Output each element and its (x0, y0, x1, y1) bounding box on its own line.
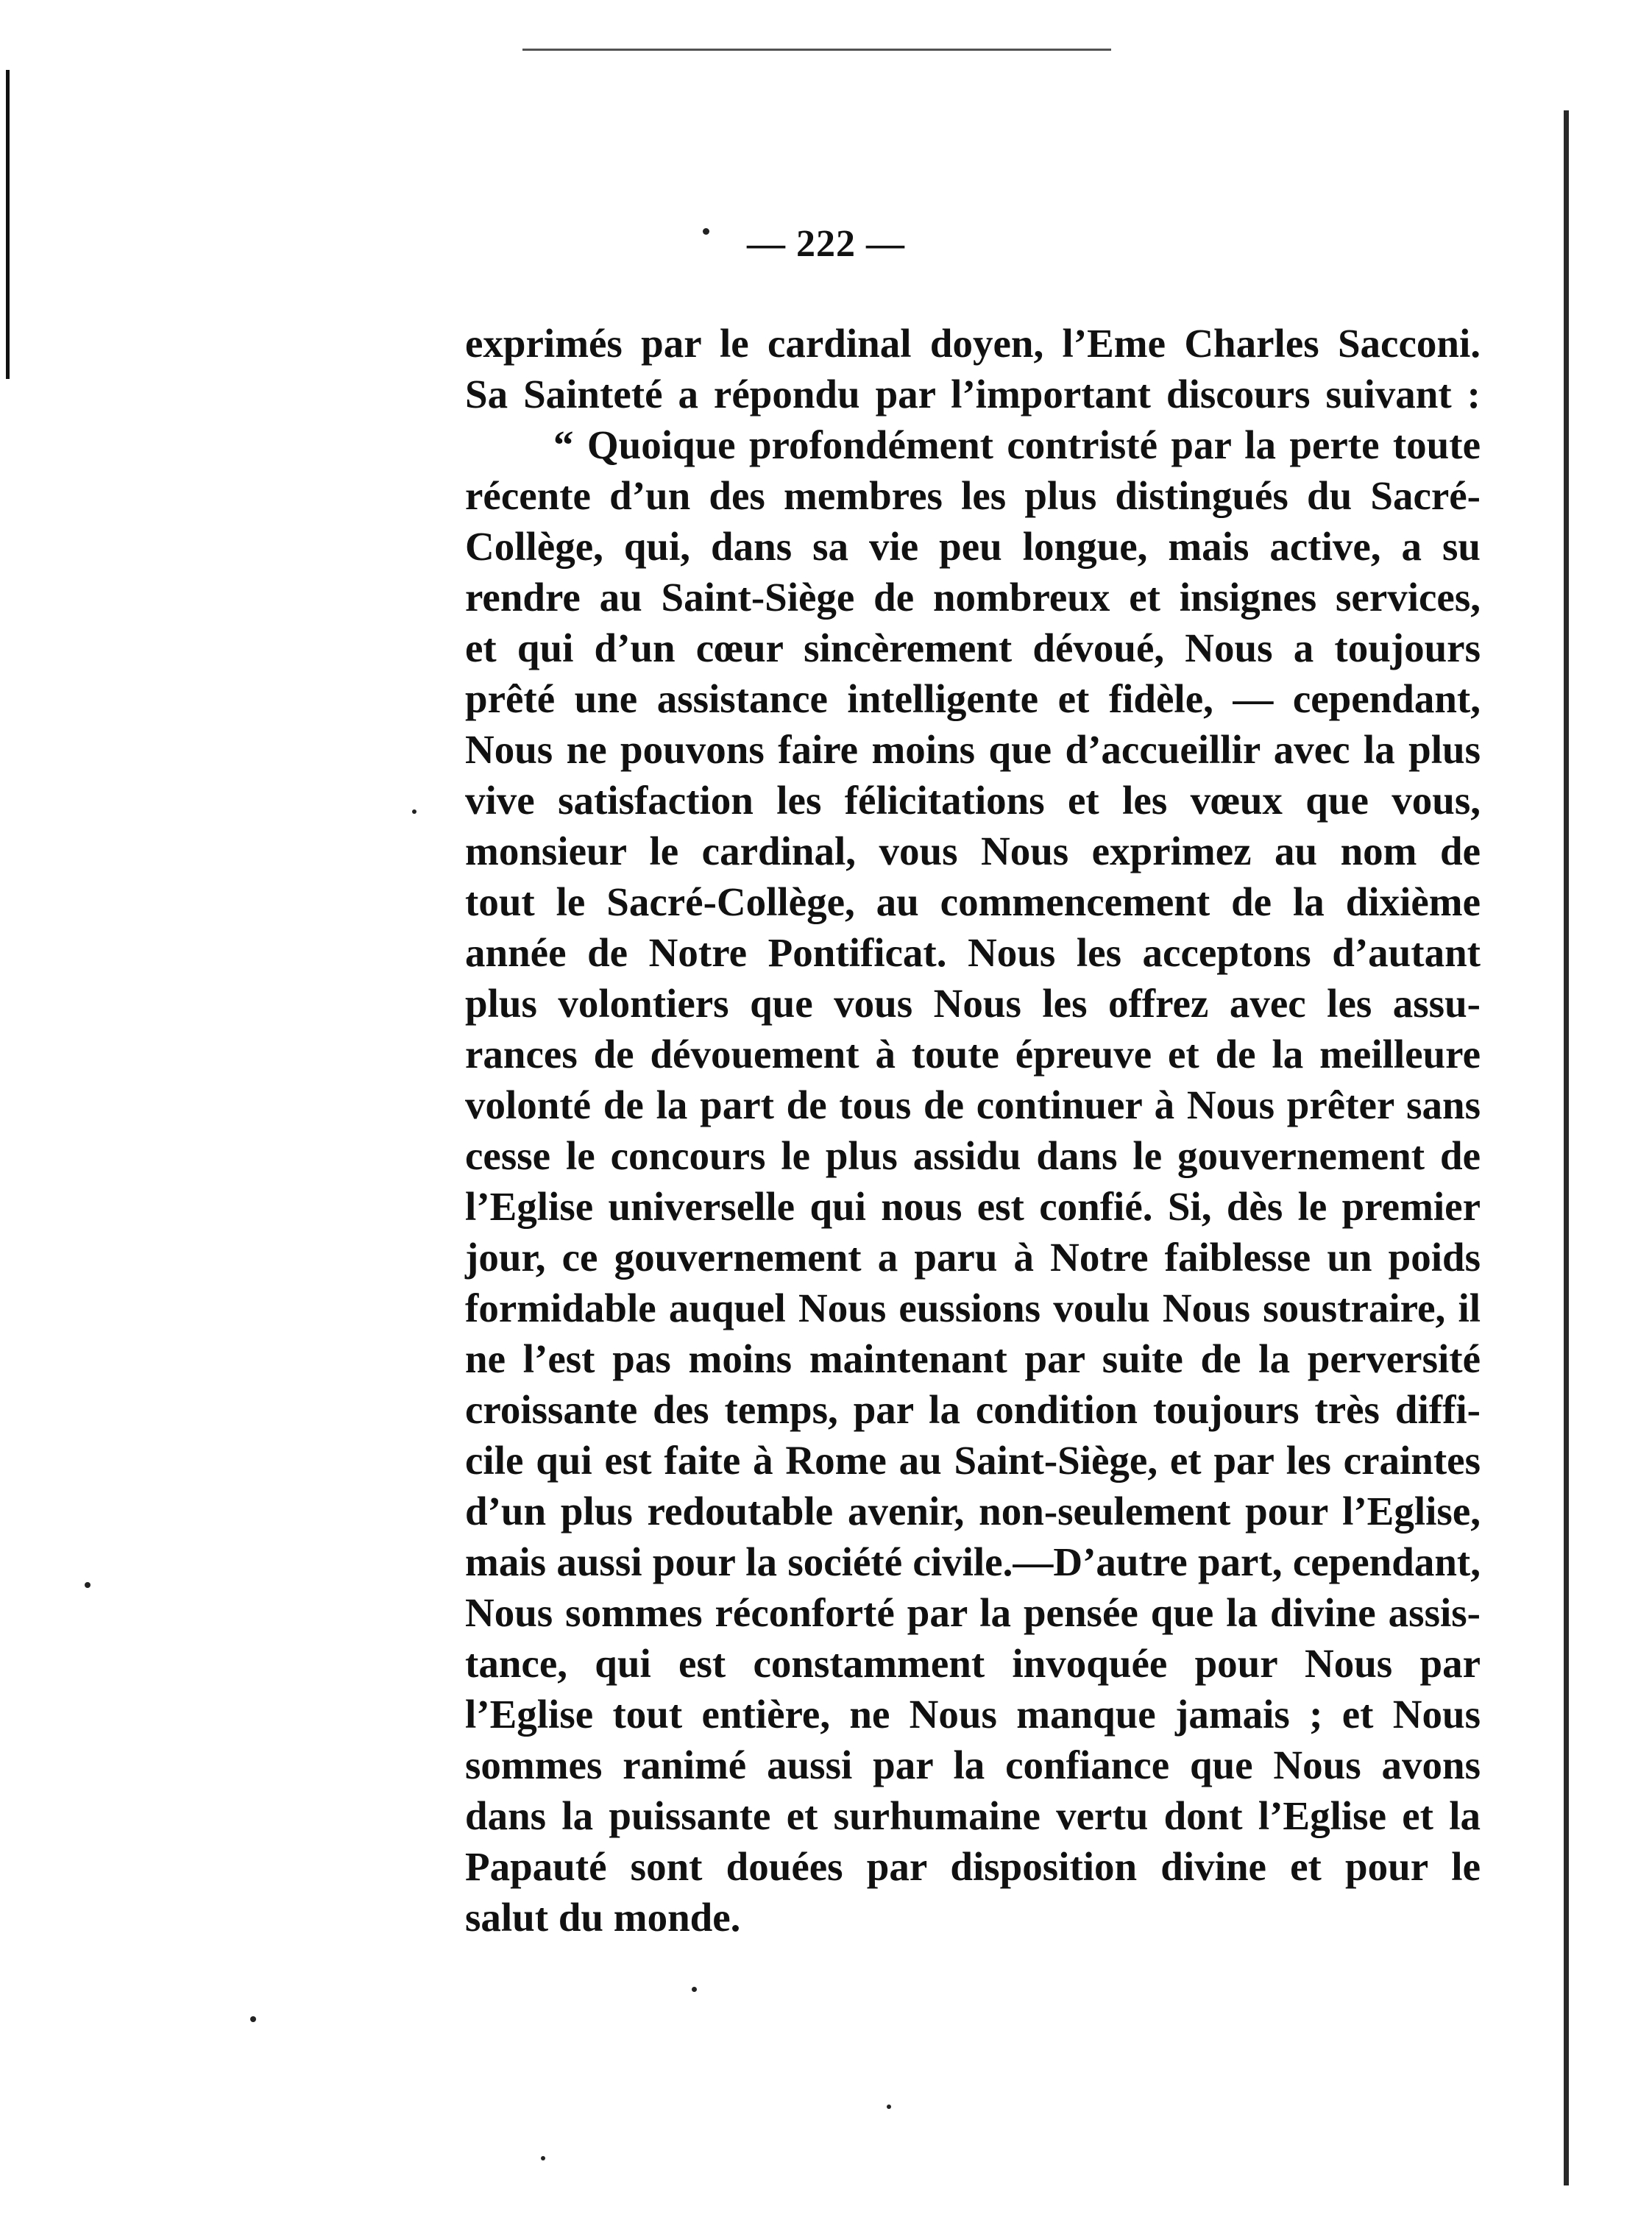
text-line: sommes ranimé aussi par la confiance que Nous avons (465, 1742, 1481, 1787)
scan-speck (692, 1987, 697, 1992)
text-line: l’Eglise tout entière, ne Nous manque jamais ; et Nous (465, 1692, 1481, 1737)
scan-speck (85, 1582, 91, 1588)
text-line: rendre au Saint-Siège de nombreux et insignes services, (465, 575, 1481, 620)
text-line: mais aussi pour la société civile.—D’autre part, cependant, (465, 1539, 1481, 1584)
text-line: vive satisfaction les félicitations et les vœux que vous, (465, 778, 1481, 823)
text-line: exprimés par le cardinal doyen, l’Eme Charles Sacconi. (465, 321, 1481, 366)
text-line: jour, ce gouvernement a paru à Notre faiblesse un poids (465, 1235, 1481, 1280)
text-line: Nous sommes réconforté par la pensée que la divine assis- (465, 1590, 1481, 1635)
text-line: salut du monde. (465, 1895, 741, 1940)
text-line: tance, qui est constamment invoquée pour Nous par (465, 1641, 1481, 1686)
text-line: année de Notre Pontificat. Nous les acceptons d’autant (465, 930, 1481, 975)
scan-speck (541, 2156, 545, 2160)
text-line: tout le Sacré-Collège, au commencement de la dixième (465, 879, 1481, 924)
page-number: — 222 — (747, 223, 905, 265)
text-line: Nous ne pouvons faire moins que d’accueillir avec la plus (465, 727, 1481, 772)
text-line: l’Eglise universelle qui nous est confié. Si, dès le premier (465, 1184, 1481, 1229)
binding-edge-shadow (1564, 110, 1652, 2185)
text-line: cesse le concours le plus assidu dans le gouvernement de (465, 1133, 1481, 1178)
text-line: rances de dévouement à toute épreuve et de la meilleure (465, 1032, 1481, 1077)
text-line: d’un plus redoutable avenir, non-seulement pour l’Eglise, (465, 1489, 1481, 1534)
text-line: monsieur le cardinal, vous Nous exprimez au nom de (465, 829, 1481, 873)
scan-speck (250, 2016, 256, 2022)
text-line: dans la puissante et surhumaine vertu dont l’Eglise et la (465, 1793, 1481, 1838)
text-line: Sa Sainteté a répondu par l’important discours suivant : (465, 372, 1481, 416)
left-edge-mark (6, 70, 10, 379)
text-line: “ Quoique profondément contristé par la perte toute (553, 422, 1481, 467)
text-line: plus volontiers que vous Nous les offrez avec les assu- (465, 981, 1481, 1026)
scan-speck (887, 2105, 891, 2109)
body-text (465, 318, 1481, 1943)
text-line: formidable auquel Nous eussions voulu Nous soustraire, il (465, 1286, 1481, 1330)
text-line: volonté de la part de tous de continuer à Nous prêter sans (465, 1082, 1481, 1127)
text-line: Collège, qui, dans sa vie peu longue, mais active, a su (465, 524, 1481, 569)
text-line: cile qui est faite à Rome au Saint-Siège, et par les craintes (465, 1438, 1481, 1483)
text-line: ne l’est pas moins maintenant par suite de la perversité (465, 1336, 1481, 1381)
text-line: croissante des temps, par la condition toujours très diffi- (465, 1387, 1481, 1432)
scan-speck (412, 809, 416, 814)
text-line: récente d’un des membres les plus distingués du Sacré- (465, 473, 1481, 518)
scan-speck (703, 228, 709, 235)
top-edge-rule (522, 49, 1111, 51)
text-line: Papauté sont douées par disposition divine et pour le (465, 1844, 1481, 1889)
text-line: et qui d’un cœur sincèrement dévoué, Nous a toujours (465, 625, 1481, 670)
text-line: prêté une assistance intelligente et fidèle, — cependant, (465, 676, 1481, 721)
